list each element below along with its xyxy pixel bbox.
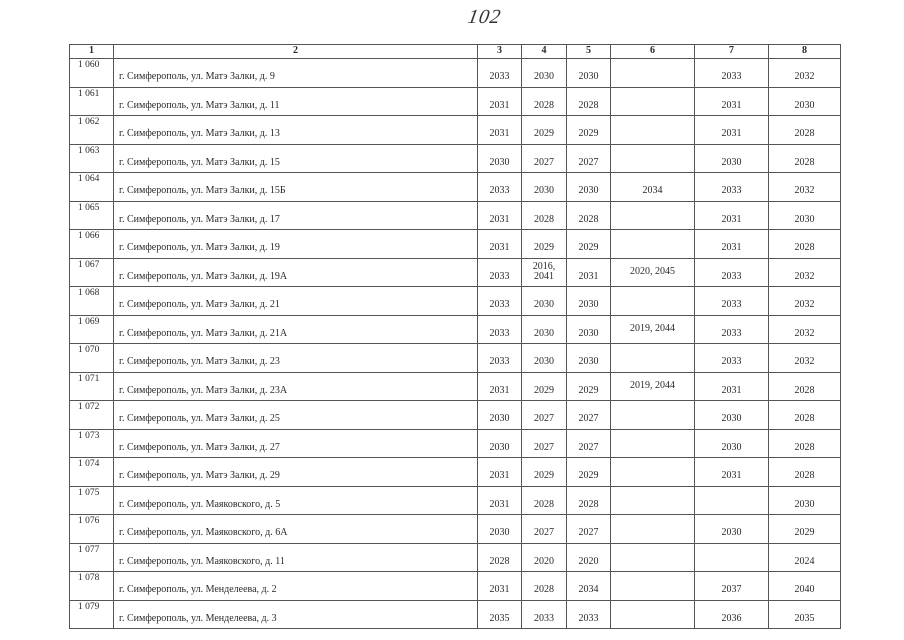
address-cell: г. Симферополь, ул. Матэ Залки, д. 23 [114,344,478,373]
row-number-cell: 1 073 [70,429,114,458]
year-cell: 2032 [769,287,841,316]
year-cell [611,287,695,316]
table-row [70,59,841,88]
year-cell: 2030 [567,315,611,344]
year-cell: 2033 [695,344,769,373]
address-cell: г. Симферополь, ул. Матэ Залки, д. 9 [114,59,478,88]
row-number-cell: 1 061 [70,87,114,116]
year-cell [611,600,695,629]
year-cell: 2028 [522,87,567,116]
year-cell: 2029 [567,372,611,401]
year-cell [611,429,695,458]
year-cell [611,230,695,259]
year-cell: 2031 [478,572,522,601]
column-header: 4 [522,45,567,59]
table-row [70,458,841,487]
year-cell: 2029 [567,116,611,145]
table-row [70,173,841,202]
year-cell: 2031 [478,486,522,515]
year-cell: 2027 [567,144,611,173]
year-cell: 2031 [695,201,769,230]
year-cell: 2030 [478,429,522,458]
year-cell: 2031 [478,116,522,145]
row-number-cell: 1 060 [70,59,114,88]
row-number-cell: 1 077 [70,543,114,572]
year-cell [611,515,695,544]
year-cell: 2036 [695,600,769,629]
year-cell: 2028 [769,144,841,173]
year-cell: 2030 [522,287,567,316]
address-cell: г. Симферополь, ул. Матэ Залки, д. 13 [114,116,478,145]
address-cell: г. Симферополь, ул. Менделеева, д. 3 [114,600,478,629]
year-cell: 2030 [522,344,567,373]
year-cell: 2031 [478,87,522,116]
year-cell: 2028 [522,572,567,601]
address-cell: г. Симферополь, ул. Матэ Залки, д. 23А [114,372,478,401]
year-cell: 2028 [522,201,567,230]
year-cell: 2031 [478,458,522,487]
row-number-cell: 1 064 [70,173,114,202]
address-cell: г. Симферополь, ул. Маяковского, д. 11 [114,543,478,572]
column-header: 1 [70,45,114,59]
address-cell: г. Симферополь, ул. Матэ Залки, д. 21А [114,315,478,344]
year-cell: 2031 [478,230,522,259]
year-cell: 2024 [769,543,841,572]
year-cell: 2033 [695,287,769,316]
address-cell: г. Симферополь, ул. Матэ Залки, д. 25 [114,401,478,430]
year-cell: 2028 [567,87,611,116]
row-number-cell: 1 071 [70,372,114,401]
year-cell: 2030 [695,429,769,458]
year-cell: 2028 [522,486,567,515]
year-cell: 2028 [769,116,841,145]
year-cell: 2033 [478,173,522,202]
year-cell: 2032 [769,258,841,287]
row-number-cell: 1 068 [70,287,114,316]
year-cell: 2031 [695,372,769,401]
row-number-cell: 1 065 [70,201,114,230]
year-cell: 2031 [695,116,769,145]
address-cell: г. Симферополь, ул. Матэ Залки, д. 21 [114,287,478,316]
year-cell: 2033 [478,258,522,287]
year-cell: 2030 [478,401,522,430]
address-cell: г. Симферополь, ул. Матэ Залки, д. 15 [114,144,478,173]
table-row [70,258,841,287]
column-header: 2 [114,45,478,59]
year-cell: 2030 [522,173,567,202]
year-cell: 2031 [695,458,769,487]
year-cell: 2037 [695,572,769,601]
housing-register-table [69,44,841,629]
year-cell: 2029 [522,116,567,145]
year-cell: 2031 [695,230,769,259]
year-cell: 2027 [522,401,567,430]
year-cell: 2030 [695,515,769,544]
row-number-cell: 1 078 [70,572,114,601]
year-cell: 2034 [611,173,695,202]
year-cell: 2027 [567,429,611,458]
row-number-cell: 1 063 [70,144,114,173]
address-cell: г. Симферополь, ул. Матэ Залки, д. 19 [114,230,478,259]
row-number-cell: 1 076 [70,515,114,544]
address-cell: г. Симферополь, ул. Матэ Залки, д. 11 [114,87,478,116]
year-cell: 2016, 2041 [522,258,567,287]
year-cell: 2032 [769,344,841,373]
year-cell [695,486,769,515]
row-number-cell: 1 075 [70,486,114,515]
table-row [70,344,841,373]
table-row [70,315,841,344]
year-cell: 2019, 2044 [611,372,695,401]
year-cell: 2028 [769,230,841,259]
year-cell: 2030 [695,144,769,173]
column-header: 7 [695,45,769,59]
year-cell [611,201,695,230]
year-cell: 2031 [478,201,522,230]
year-cell: 2031 [567,258,611,287]
year-cell: 2033 [478,315,522,344]
row-number-cell: 1 067 [70,258,114,287]
year-cell [611,486,695,515]
year-cell: 2027 [567,401,611,430]
row-number-cell: 1 066 [70,230,114,259]
year-cell: 2030 [769,201,841,230]
year-cell: 2020 [567,543,611,572]
table-row [70,287,841,316]
year-cell: 2030 [522,59,567,88]
year-cell: 2028 [769,429,841,458]
year-cell: 2029 [522,458,567,487]
table-row [70,116,841,145]
year-cell [695,543,769,572]
table-body [70,59,841,629]
address-cell: г. Симферополь, ул. Матэ Залки, д. 29 [114,458,478,487]
year-cell: 2030 [769,87,841,116]
row-number-cell: 1 062 [70,116,114,145]
table-row [70,87,841,116]
table-row [70,230,841,259]
table-row [70,543,841,572]
year-cell: 2028 [769,372,841,401]
year-cell: 2028 [478,543,522,572]
year-cell: 2027 [522,429,567,458]
row-number-cell: 1 074 [70,458,114,487]
table-row [70,600,841,629]
column-header: 3 [478,45,522,59]
year-cell: 2027 [567,515,611,544]
table-row [70,201,841,230]
year-cell: 2030 [567,287,611,316]
column-header: 6 [611,45,695,59]
year-cell: 2030 [567,173,611,202]
year-cell [611,543,695,572]
table-row [70,486,841,515]
table-row [70,572,841,601]
year-cell: 2029 [522,372,567,401]
year-cell: 2028 [769,458,841,487]
row-number-cell: 1 072 [70,401,114,430]
year-cell: 2030 [567,344,611,373]
table-row [70,401,841,430]
year-cell: 2033 [522,600,567,629]
year-cell: 2029 [522,230,567,259]
column-header: 8 [769,45,841,59]
year-cell: 2029 [567,458,611,487]
year-cell: 2029 [769,515,841,544]
table-row [70,429,841,458]
year-cell: 2032 [769,315,841,344]
table-row [70,372,841,401]
year-cell: 2027 [522,515,567,544]
year-cell: 2033 [695,173,769,202]
row-number-cell: 1 069 [70,315,114,344]
year-cell: 2028 [567,201,611,230]
year-cell: 2033 [478,344,522,373]
year-cell: 2028 [769,401,841,430]
year-cell: 2033 [695,315,769,344]
year-cell: 2040 [769,572,841,601]
address-cell: г. Симферополь, ул. Матэ Залки, д. 15Б [114,173,478,202]
address-cell: г. Симферополь, ул. Маяковского, д. 6А [114,515,478,544]
year-cell: 2035 [478,600,522,629]
year-cell: 2033 [478,287,522,316]
year-cell [611,116,695,145]
year-cell: 2034 [567,572,611,601]
address-cell: г. Симферополь, ул. Менделеева, д. 2 [114,572,478,601]
year-cell: 2030 [769,486,841,515]
year-cell: 2033 [695,258,769,287]
table-row [70,144,841,173]
year-cell: 2028 [567,486,611,515]
year-cell [611,144,695,173]
year-cell: 2032 [769,59,841,88]
page-number: 102 [466,6,504,28]
year-cell: 2030 [695,401,769,430]
year-cell [611,87,695,116]
year-cell: 2035 [769,600,841,629]
year-cell: 2030 [567,59,611,88]
address-cell: г. Симферополь, ул. Матэ Залки, д. 17 [114,201,478,230]
year-cell: 2029 [567,230,611,259]
address-cell: г. Симферополь, ул. Маяковского, д. 5 [114,486,478,515]
year-cell: 2033 [567,600,611,629]
year-cell [611,572,695,601]
year-cell [611,458,695,487]
year-cell: 2027 [522,144,567,173]
year-cell [611,344,695,373]
year-cell [611,59,695,88]
column-header: 5 [567,45,611,59]
year-cell: 2020, 2045 [611,258,695,287]
address-cell: г. Симферополь, ул. Матэ Залки, д. 19А [114,258,478,287]
year-cell: 2032 [769,173,841,202]
year-cell: 2030 [478,144,522,173]
year-cell: 2033 [695,59,769,88]
table-row [70,515,841,544]
year-cell: 2019, 2044 [611,315,695,344]
year-cell: 2031 [695,87,769,116]
row-number-cell: 1 079 [70,600,114,629]
year-cell [611,401,695,430]
row-number-cell: 1 070 [70,344,114,373]
year-cell: 2031 [478,372,522,401]
year-cell: 2030 [478,515,522,544]
year-cell: 2033 [478,59,522,88]
year-cell: 2020 [522,543,567,572]
address-cell: г. Симферополь, ул. Матэ Залки, д. 27 [114,429,478,458]
table-header-row [70,45,841,59]
year-cell: 2030 [522,315,567,344]
